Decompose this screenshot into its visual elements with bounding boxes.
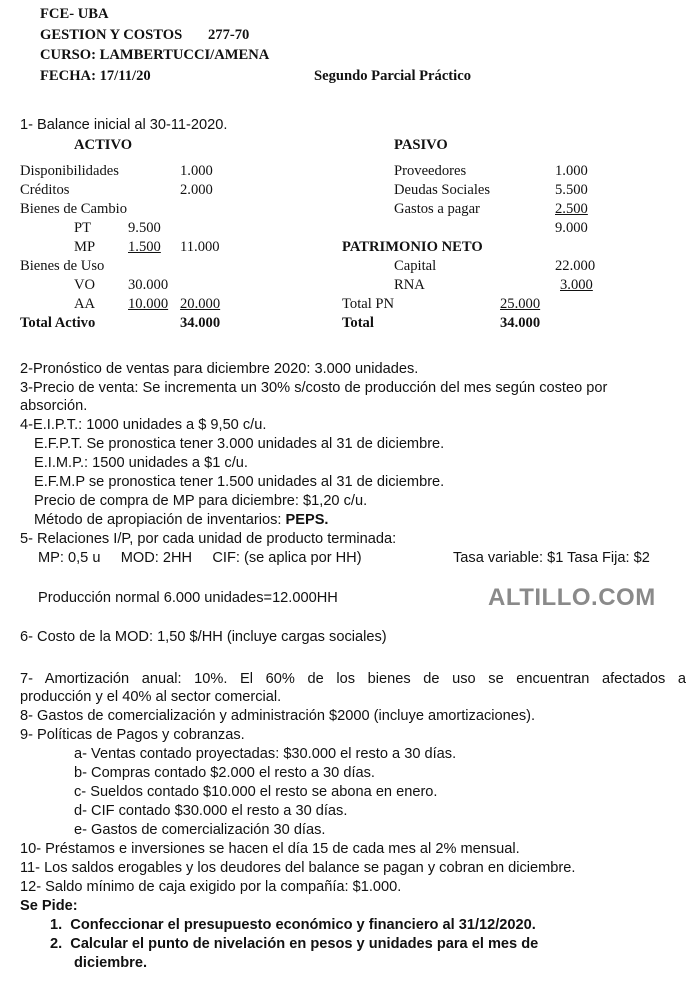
item-9c: c- Sueldos contado $10.000 el resto se abona en enero. [74, 784, 438, 800]
balance-label: RNA [394, 277, 425, 293]
balance-label: MP [74, 239, 96, 255]
metodo-value: PEPS. [285, 512, 329, 528]
item-5-relaciones: MP: 0,5 u MOD: 2HH CIF: (se aplica por HH) [38, 550, 362, 566]
balance-value: 2.000 [180, 182, 213, 198]
balance-value: 11.000 [180, 239, 220, 255]
item-4-precio: Precio de compra de MP para diciembre: $1,20 c/u. [34, 493, 368, 509]
item-9d: d- CIF contado $30.000 el resto a 30 días. [74, 803, 348, 819]
item-1: 1- Balance inicial al 30-11-2020. [20, 117, 228, 133]
balance-value: 20.000 [180, 296, 221, 312]
exam-title: Segundo Parcial Práctico [314, 68, 471, 84]
balance-value: 22.000 [555, 258, 596, 274]
balance-value: 1.000 [555, 163, 588, 179]
header-subject: GESTION Y COSTOS [40, 27, 183, 43]
item-7: 7- Amortización anual: 10%. El 60% de los bienes de uso se encuentran afectados a [20, 671, 686, 687]
item-4-efpt: E.F.P.T. Se pronostica tener 3.000 unidades al 31 de diciembre. [34, 436, 445, 452]
se-pide-title: Se Pide: [20, 898, 78, 914]
watermark: ALTILLO.COM [488, 584, 656, 611]
item-9: 9- Políticas de Pagos y cobranzas. [20, 727, 245, 743]
total-value: 34.000 [500, 315, 541, 331]
metodo-label: Método de apropiación de inventarios: [34, 512, 286, 528]
balance-label: Capital [394, 258, 437, 274]
balance-value: 9.500 [128, 220, 161, 236]
balance-value: 3.000 [560, 277, 593, 293]
header-date: FECHA: 17/11/20 [40, 68, 151, 84]
item-5-produccion: Producción normal 6.000 unidades=12.000HH [38, 590, 338, 606]
balance-label: Deudas Sociales [394, 182, 491, 198]
item-7-cont: producción y el 40% al sector comercial. [20, 689, 282, 705]
balance-label: PT [74, 220, 92, 236]
question-1: 1. Confeccionar el presupuesto económico y financiero al 31/12/2020. [50, 917, 536, 933]
balance-value: 1.500 [128, 239, 161, 255]
item-2: 2-Pronóstico de ventas para diciembre 2020: 3.000 unidades. [20, 361, 419, 377]
total-activo-value: 34.000 [180, 315, 221, 331]
item-4-eimp: E.I.M.P.: 1500 unidades a $1 c/u. [34, 455, 248, 471]
balance-label: Bienes de Uso [20, 258, 105, 274]
item-5: 5- Relaciones I/P, por cada unidad de producto terminada: [20, 531, 397, 547]
header-course: CURSO: LAMBERTUCCI/AMENA [40, 47, 270, 63]
balance-value: 10.000 [128, 296, 169, 312]
activo-title: ACTIVO [74, 137, 133, 153]
pn-title: PATRIMONIO NETO [342, 239, 483, 255]
item-9a: a- Ventas contado proyectadas: $30.000 el resto a 30 días. [74, 746, 457, 762]
item-8: 8- Gastos de comercialización y administración $2000 (incluye amortizaciones). [20, 708, 536, 724]
item-10: 10- Préstamos e inversiones se hacen el día 15 de cada mes al 2% mensual. [20, 841, 520, 857]
header-faculty: FCE- UBA [40, 6, 109, 22]
header-code: 277-70 [208, 27, 250, 43]
question-2: 2. Calcular el punto de nivelación en pesos y unidades para el mes de [50, 936, 539, 952]
balance-label: AA [74, 296, 96, 312]
balance-value: 1.000 [180, 163, 213, 179]
balance-value: 30.000 [128, 277, 169, 293]
item-3: 3-Precio de venta: Se incrementa un 30% s/costo de producción del mes según costeo por [20, 380, 608, 396]
item-11: 11- Los saldos erogables y los deudores del balance se pagan y cobran en diciembre. [20, 860, 576, 876]
balance-label: Disponibilidades [20, 163, 119, 179]
question-2-cont: diciembre. [74, 955, 147, 971]
balance-label: VO [74, 277, 96, 293]
item-4-metodo [34, 511, 329, 529]
pasivo-title: PASIVO [394, 137, 448, 153]
item-9b: b- Compras contado $2.000 el resto a 30 días. [74, 765, 375, 781]
balance-label: Gastos a pagar [394, 201, 480, 217]
item-6: 6- Costo de la MOD: 1,50 $/HH (incluye cargas sociales) [20, 629, 387, 645]
total-activo-label: Total Activo [20, 315, 96, 331]
item-5-tasas: Tasa variable: $1 Tasa Fija: $2 [453, 550, 650, 566]
balance-value: 2.500 [555, 201, 588, 217]
balance-label: Bienes de Cambio [20, 201, 128, 217]
total-pasivo-value: 9.000 [555, 220, 588, 236]
item-9e: e- Gastos de comercialización 30 días. [74, 822, 326, 838]
item-3-cont: absorción. [20, 398, 88, 414]
item-4-efmp: E.F.M.P se pronostica tener 1.500 unidades al 31 de diciembre. [34, 474, 445, 490]
balance-label: Proveedores [394, 163, 467, 179]
total-label: Total [342, 315, 374, 331]
balance-label: Total PN [342, 296, 395, 312]
balance-label: Créditos [20, 182, 70, 198]
item-12: 12- Saldo mínimo de caja exigido por la compañía: $1.000. [20, 879, 402, 895]
balance-value: 5.500 [555, 182, 588, 198]
balance-value: 25.000 [500, 296, 541, 312]
item-4: 4-E.I.P.T.: 1000 unidades a $ 9,50 c/u. [20, 417, 267, 433]
